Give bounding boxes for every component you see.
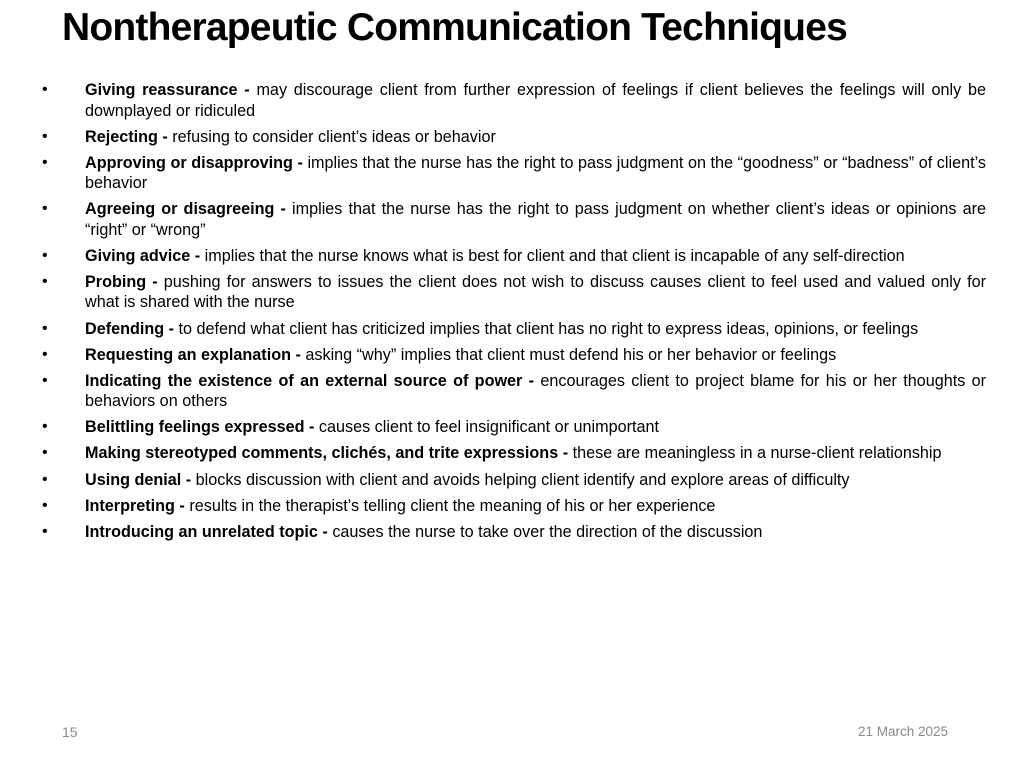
item-term: Agreeing or disagreeing - (85, 200, 286, 219)
item-description: causes client to feel insignificant or unimportant (318, 418, 660, 437)
item-description: to defend what client has criticized implies that client has no right to express ideas, opinions, or feelings (178, 319, 919, 338)
item-term: Giving advice - (85, 246, 201, 265)
item-term: Approving or disapproving - (85, 153, 303, 172)
slide-date: 21 March 2025 (858, 724, 949, 739)
list-item (42, 319, 986, 340)
item-description: implies that the nurse knows what is best for client and that client is incapable of any self-direction (204, 246, 905, 265)
item-description: may discourage client from further expression of feelings if client believes the feelings will only be downplayed or ridiculed (85, 81, 986, 120)
list-item (42, 443, 986, 464)
list-item (42, 371, 986, 412)
list-item (42, 246, 986, 267)
item-term: Rejecting - (85, 127, 168, 146)
item-description: pushing for answers to issues the client does not wish to discuss causes client to feel used and valued only for what is shared with the nurse (85, 272, 986, 312)
bullet-dot: • (42, 444, 48, 462)
item-term: Defending - (85, 319, 175, 338)
item-term: Giving reassurance - (85, 81, 250, 99)
bullet-dot: • (42, 200, 48, 218)
list-item (42, 199, 986, 240)
item-description: implies that the nurse has the right to pass judgment on whether client’s ideas or opinions are “right” or “wrong” (85, 200, 986, 239)
bullet-dot: • (42, 153, 48, 171)
list-item (42, 153, 986, 194)
item-description: implies that the nurse has the right to pass judgment on the “goodness” or “badness” of client’s behavior (85, 153, 986, 193)
bullet-dot: • (42, 272, 48, 290)
list-item (42, 127, 986, 148)
slide-number: 15 (62, 724, 78, 740)
item-term: Requesting an explanation - (85, 345, 301, 364)
item-term: Making stereotyped comments, clichés, and trite expressions - (85, 444, 569, 463)
list-item (42, 80, 986, 121)
list-item (42, 496, 986, 517)
bullet-dot: • (42, 246, 48, 264)
bullet-dot: • (42, 470, 48, 488)
item-term: Using denial - (85, 470, 192, 489)
item-description: refusing to consider client’s ideas or behavior (172, 127, 496, 146)
list-item (42, 522, 986, 543)
item-description: encourages client to project blame for his or her thoughts or behaviors on others (85, 371, 987, 411)
bullet-dot: • (42, 371, 48, 389)
item-description: asking “why” implies that client must defend his or her behavior or feelings (305, 345, 837, 364)
item-description: causes the nurse to take over the direction of the discussion (332, 522, 763, 541)
bullet-dot: • (42, 81, 48, 98)
bullet-dot: • (42, 345, 48, 363)
item-term: Belittling feelings expressed - (85, 418, 315, 437)
list-item (42, 417, 986, 438)
item-term: Interpreting - (85, 496, 185, 515)
bullet-dot: • (42, 418, 48, 436)
item-description: results in the therapist’s telling client the meaning of his or her experience (189, 496, 716, 515)
list-item (42, 272, 986, 313)
bullet-dot: • (42, 496, 48, 514)
list-item (42, 345, 986, 366)
list-item (42, 470, 986, 491)
bullet-dot: • (42, 319, 48, 337)
bullet-dot: • (42, 522, 48, 540)
item-description: blocks discussion with client and avoids helping client identify and explore areas of difficulty (195, 470, 850, 489)
slide-title: Nontherapeutic Communication Techniques (62, 6, 847, 49)
item-term: Probing - (85, 272, 158, 291)
bullet-list (42, 80, 986, 548)
bullet-dot: • (42, 127, 48, 145)
item-term: Indicating the existence of an external source of power - (85, 371, 535, 390)
item-description: these are meaningless in a nurse-client relationship (572, 444, 942, 463)
item-term: Introducing an unrelated topic - (85, 522, 328, 541)
